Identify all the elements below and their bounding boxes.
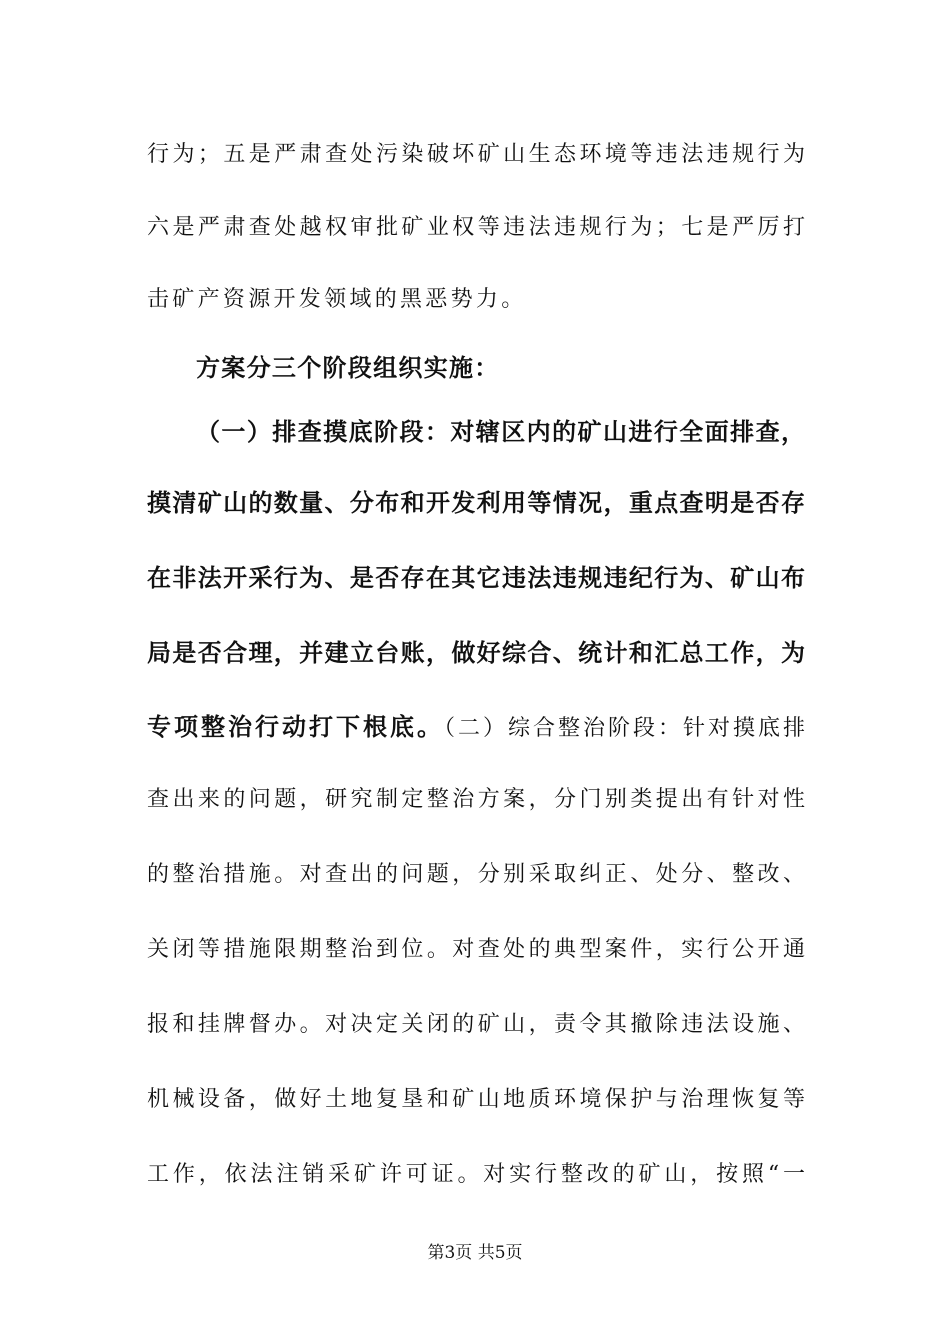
plan-heading: 方案分三个阶段组织实施： (196, 353, 500, 382)
text-line: 的整治措施。对查出的问题，分别采取纠正、处分、整改、 (147, 862, 805, 887)
text-line: 报和挂牌督办。对决定关闭的矿山，责令其撤除违法设施、 (147, 1012, 805, 1037)
text-line: 局是否合理，并建立台账，做好综合、统计和汇总工作，为 (147, 638, 805, 667)
text-line: 机械设备，做好土地复垦和矿山地质环境保护与治理恢复等 (147, 1087, 805, 1112)
text-line: 击矿产资源开发领域的黑恶势力。 (147, 287, 527, 312)
stage1-heading-line: （一）排查摸底阶段：对辖区内的矿山进行全面排查， (196, 417, 805, 446)
stage2-heading-text: （二）综合整治阶段：针对摸底排 (444, 716, 805, 741)
text-line: 行为；五是严肃查处污染破坏矿山生态环境等违法违规行为 (147, 142, 805, 167)
mixed-text-line (147, 707, 805, 747)
text-line: 工作，依法注销采矿许可证。对实行整改的矿山，按照“一 (147, 1162, 805, 1187)
text-line: 摸清矿山的数量、分布和开发利用等情况，重点查明是否存 (147, 488, 805, 517)
stage1-closing-text: 专项整治行动打下根底。 (147, 712, 444, 741)
text-line: 在非法开采行为、是否存在其它违法违规违纪行为、矿山布 (147, 563, 805, 592)
text-line: 六是严肃查处越权审批矿业权等违法违规行为；七是严厉打 (147, 215, 805, 240)
text-line: 查出来的问题，研究制定整治方案，分门别类提出有针对性 (147, 787, 805, 812)
text-line: 关闭等措施限期整治到位。对查处的典型案件，实行公开通 (147, 937, 805, 962)
page-footer: 第3页 共5页 (427, 1243, 523, 1263)
